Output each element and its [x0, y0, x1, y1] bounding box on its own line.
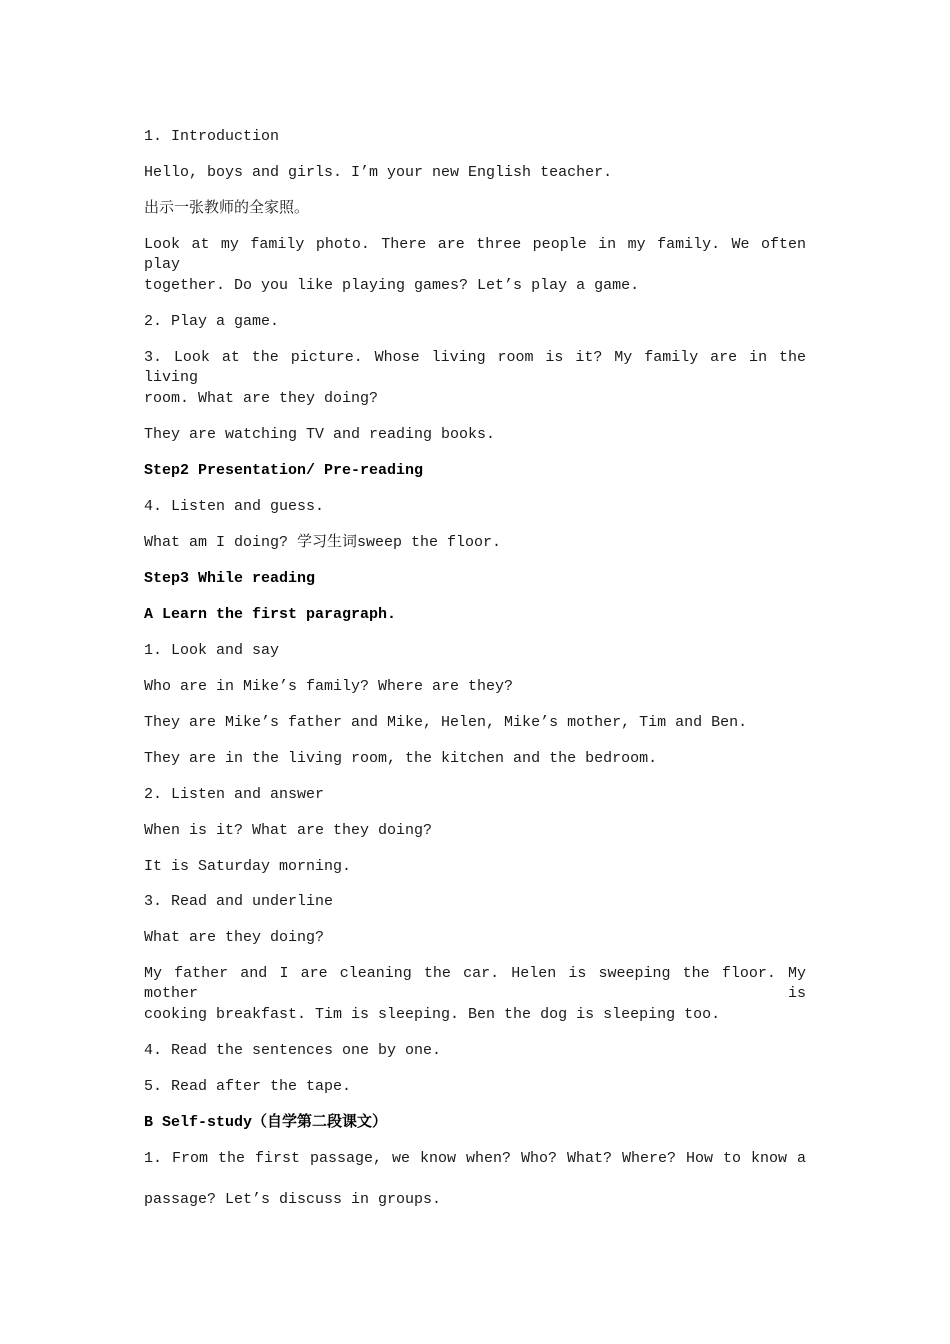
- text-line-chinese: 出示一张教师的全家照。: [144, 200, 310, 217]
- list-item: 3. Look at the picture. Whose living room is it? My family are in the living: [144, 349, 806, 386]
- text-line: Look at my family photo. There are three people in my family. We often play: [144, 236, 806, 273]
- list-item: 1. Look and say: [144, 642, 280, 659]
- text-line: It is Saturday morning.: [144, 858, 352, 875]
- text-line: What am I doing? 学习生词sweep the floor.: [144, 534, 502, 551]
- text-line: cooking breakfast. Tim is sleeping. Ben the dog is sleeping too.: [144, 1006, 721, 1023]
- text-line: What are they doing?: [144, 929, 325, 946]
- section-introduction: 1. Introduction: [144, 128, 280, 145]
- list-item: 1. From the first passage, we know when? Who? What? Where? How to know a: [144, 1150, 806, 1167]
- text-line: passage? Let’s discuss in groups.: [144, 1191, 442, 1208]
- step-heading: Step2 Presentation/ Pre-reading: [144, 462, 424, 479]
- text-line: When is it? What are they doing?: [144, 822, 433, 839]
- list-item: 3. Read and underline: [144, 893, 334, 910]
- text-line: room. What are they doing?: [144, 390, 379, 407]
- list-item: 4. Listen and guess.: [144, 498, 325, 515]
- list-item: 2. Listen and answer: [144, 786, 325, 803]
- list-item: 2. Play a game.: [144, 313, 280, 330]
- text-line: My father and I are cleaning the car. Helen is sweeping the floor. My mother is: [144, 965, 806, 1002]
- section-heading: A Learn the first paragraph.: [144, 606, 397, 623]
- text-line: They are watching TV and reading books.: [144, 426, 496, 443]
- text-line: Hello, boys and girls. I’m your new English teacher.: [144, 164, 613, 181]
- text-line: They are Mike’s father and Mike, Helen, Mike’s mother, Tim and Ben.: [144, 714, 748, 731]
- section-heading: B Self-study（自学第二段课文）: [144, 1114, 388, 1131]
- text-line: together. Do you like playing games? Let’s play a game.: [144, 277, 640, 294]
- step-heading: Step3 While reading: [144, 570, 316, 587]
- text-line: Who are in Mike’s family? Where are they?: [144, 678, 514, 695]
- list-item: 5. Read after the tape.: [144, 1078, 352, 1095]
- list-item: 4. Read the sentences one by one.: [144, 1042, 442, 1059]
- text-line: They are in the living room, the kitchen and the bedroom.: [144, 750, 658, 767]
